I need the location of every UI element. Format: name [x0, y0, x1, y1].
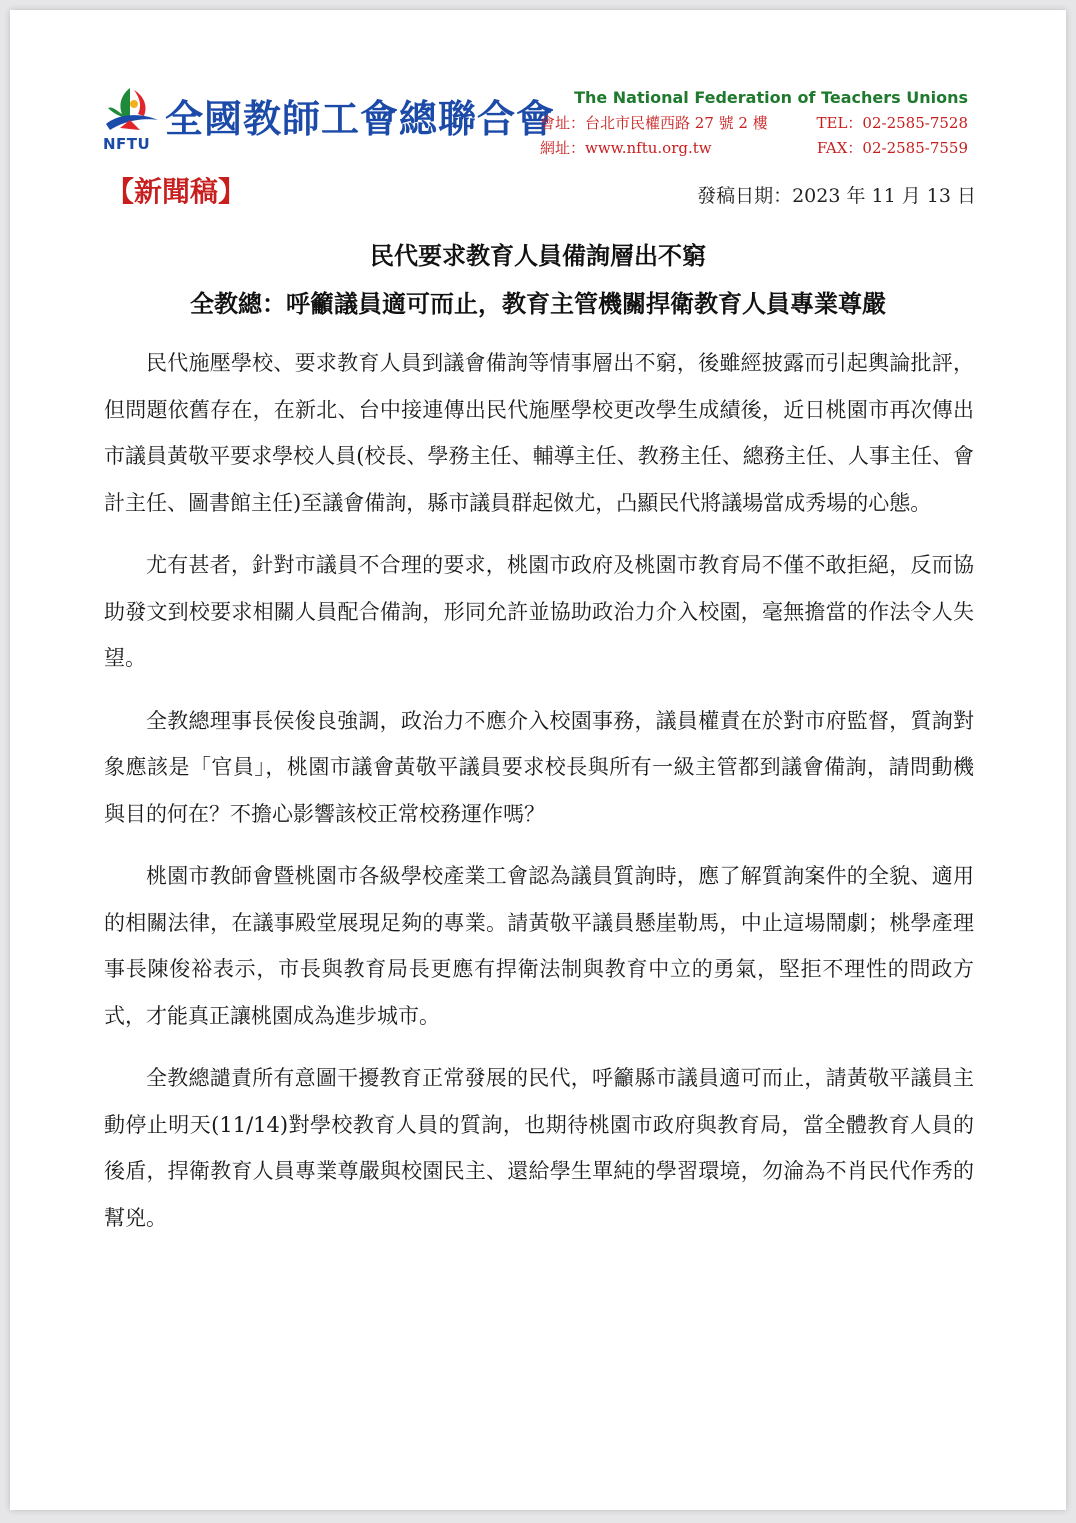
fax-text: FAX：02-2585-7559: [816, 139, 968, 157]
paragraph-1: 民代施壓學校、要求教育人員到議會備詢等情事層出不窮，後雖經披露而引起輿論批評，但問題依舊存在，在新北、台中接連傳出民代施壓學校更改學生成績後，近日桃園市再次傳出市議員黃敬平要求學校人員(校長、學務主任、輔導主任、教務主任、總務主任、人事主任、會計主任、圖書館主任)至議會備詢，縣市議員群起傚尤，凸顯民代將議場當成秀場的心態。: [104, 351, 974, 515]
address-text: 會址：台北市民權西路 27 號 2 樓: [540, 114, 768, 132]
article-body: [104, 340, 974, 1257]
website-text: 網址：www.nftu.org.tw: [540, 139, 712, 157]
paragraph-2: 尤有甚者，針對市議員不合理的要求，桃園市政府及桃園市教育局不僅不敢拒絕，反而協助發文到校要求相關人員配合備詢，形同允許並協助政治力介入校園，毫無擔當的作法令人失望。: [104, 553, 974, 670]
paragraph-4: 桃園市教師會暨桃園市各級學校產業工會認為議員質詢時，應了解質詢案件的全貌、適用的相關法律，在議事殿堂展現足夠的專業。請黃敬平議員懸崖勒馬，中止這場鬧劇；桃學產理事長陳俊裕表示，市長與教育局長更應有捍衛法制與教育中立的勇氣，堅拒不理性的問政方式，才能真正讓桃園成為進步城市。: [104, 864, 974, 1028]
headline-sub: 全教總：呼籲議員適可而止，教育主管機關捍衛教育人員專業尊嚴: [190, 289, 886, 318]
logo-abbreviation: NFTU: [103, 135, 151, 153]
press-release-tag: 【新聞稿】: [106, 175, 247, 208]
organization-name: 全國教師工會總聯合會: [165, 97, 556, 141]
paragraph-5: 全教總譴責所有意圖干擾教育正常發展的民代，呼籲縣市議員適可而止，請黃敬平議員主動停止明天(11/14)對學校教育人員的質詢，也期待桃園市政府與教育局，當全體教育人員的後盾，捍衛教育人員專業尊嚴與校園民主、還給學生單純的學習環境，勿淪為不肖民代作秀的幫兇。: [104, 1066, 974, 1230]
telephone-text: TEL：02-2585-7528: [816, 114, 968, 132]
release-date: 發稿日期：2023 年 11 月 13 日: [697, 185, 976, 207]
paragraph-3: 全教總理事長侯俊良強調，政治力不應介入校園事務，議員權責在於對市府監督，質詢對象應該是「官員」，桃園市議會黃敬平議員要求校長與所有一級主管都到議會備詢，請問動機與目的何在？不擔心影響該校正常校務運作嗎？: [104, 708, 974, 826]
organization-name-english: The National Federation of Teachers Unions: [574, 88, 968, 107]
headline-main: 民代要求教育人員備詢層出不窮: [370, 241, 706, 270]
